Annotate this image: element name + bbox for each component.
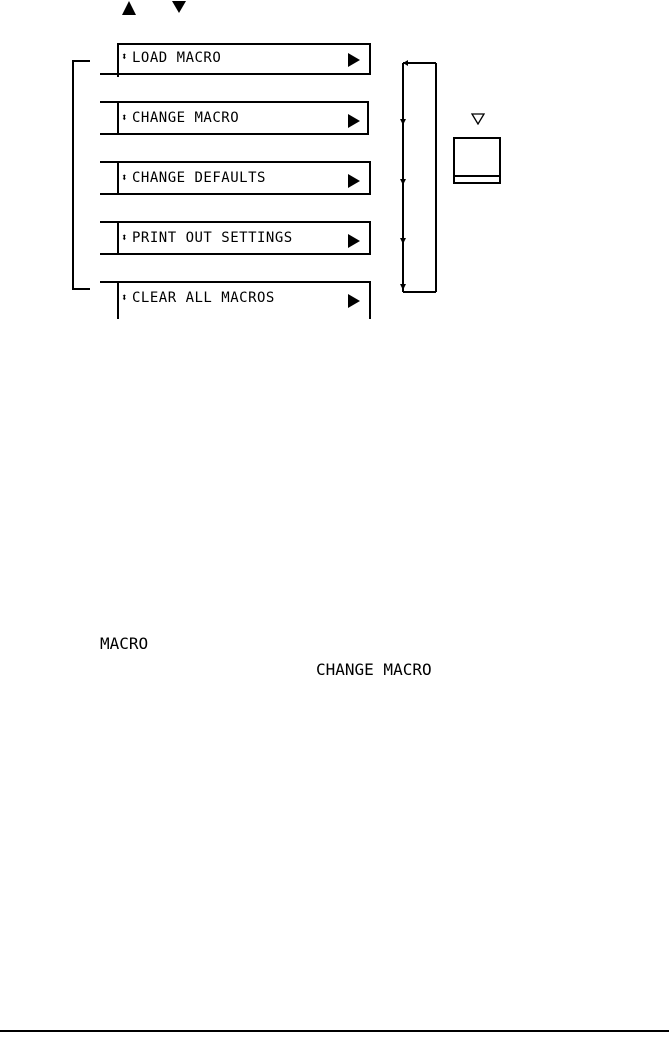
menu-item-label: CLEAR ALL MACROS [132, 290, 275, 306]
down-arrow-icon [171, 0, 187, 14]
down-button[interactable] [453, 137, 501, 184]
change-macro-term: CHANGE MACRO [316, 660, 432, 679]
right-triangle-icon [348, 234, 360, 248]
page-bottom-rule [0, 1030, 669, 1032]
cycle-arrows [393, 55, 439, 300]
right-triangle-icon [348, 114, 360, 128]
right-triangle-icon [348, 53, 360, 67]
up-arrow-icon [121, 0, 137, 16]
up-down-arrows-icon: ⬍ [121, 231, 128, 244]
menu-item-label: CHANGE MACRO [132, 110, 240, 126]
right-triangle-icon [348, 174, 360, 188]
menu-item-label: CHANGE DEFAULTS [132, 170, 266, 186]
up-down-arrows-icon: ⬍ [121, 291, 128, 304]
menu-item-label: PRINT OUT SETTINGS [132, 230, 293, 246]
right-triangle-icon [348, 294, 360, 308]
up-down-arrows-icon: ⬍ [121, 171, 128, 184]
up-down-arrows-icon: ⬍ [121, 50, 128, 63]
macro-term: MACRO [100, 634, 149, 653]
down-triangle-outline-icon [471, 113, 485, 125]
menu-item-label: LOAD MACRO [132, 50, 222, 66]
up-down-arrows-icon: ⬍ [121, 111, 128, 124]
